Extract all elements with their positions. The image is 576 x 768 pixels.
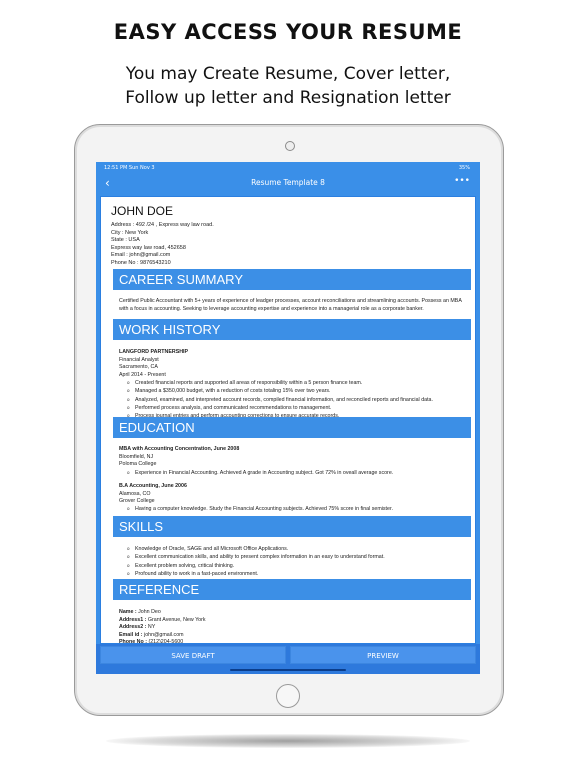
career-summary-text: Certified Public Accountant with 5+ years of experience of leadger processes, account reconciliations and streamlining accounts. Possess an MBA with a focus in accounting. Seeking to leverage accounting expertise and experience into a managerial role as a corporate banker. <box>119 298 462 312</box>
list-item: o Excellent communication skills, and ability to present complex information in an easy to understand format. <box>127 553 467 561</box>
promo-headline: EASY ACCESS YOUR RESUME <box>113 20 463 44</box>
reference-value: John Deo <box>136 609 161 615</box>
battery-indicator: 35% <box>458 165 470 171</box>
section-work-history: WORK HISTORY <box>113 319 471 340</box>
work-entry <box>119 349 463 379</box>
school-place: Alamosa, CO <box>119 490 151 497</box>
reference-value: (212)204-5600 <box>146 639 184 644</box>
reference-value: Grant Avenue, New York <box>146 616 206 623</box>
device-shadow <box>106 734 470 748</box>
work-bullets <box>127 379 467 420</box>
reference-label: Email id : <box>119 631 143 638</box>
contact-info <box>111 222 214 268</box>
job-location: Sacramento, CA <box>119 364 158 370</box>
save-draft-button[interactable]: SAVE DRAFT <box>100 646 286 664</box>
job-dates: April 2014 - Present <box>119 371 166 378</box>
section-career-summary: CAREER SUMMARY <box>113 269 471 290</box>
reference-row <box>119 632 205 640</box>
status-bar <box>96 162 480 174</box>
degree-title: B.A Accounting, June 2006 <box>119 483 187 489</box>
reference-label: Address2 : <box>119 624 147 630</box>
skills-bullets <box>127 545 467 578</box>
reference-label: Address1 : <box>119 616 147 623</box>
section-skills: SKILLS <box>113 516 471 537</box>
list-item: o Created financial reports and supported all areas of responsibility within a 5 person finance team. <box>127 379 467 387</box>
more-options-icon[interactable]: ••• <box>454 176 470 186</box>
resume-name: JOHN DOE <box>111 204 174 218</box>
nav-bar <box>96 174 480 194</box>
company-name: LANGFORD PARTNERSHIP <box>119 349 189 355</box>
school-name: Poloma College <box>119 461 157 467</box>
education-entry-2 <box>119 483 463 506</box>
list-item: o Experience in Financial Accounting. Achieved A grade in Accounting subject. Got 72% in oveall average score. <box>127 469 467 477</box>
bottom-action-bar <box>96 644 480 674</box>
info-line: Express way law road, 452658 <box>111 244 186 251</box>
list-item: o Managed a $350,000 budget, with a reduction of costs totaling 15% over two years. <box>127 387 467 395</box>
info-line: Phone No : 9876543210 <box>111 259 171 266</box>
home-indicator <box>230 669 346 671</box>
education-bullets-1 <box>127 469 467 477</box>
preview-button[interactable]: PREVIEW <box>290 646 476 664</box>
list-item: o Performed process analysis, and communicated recommendations to management. <box>127 404 467 412</box>
reference-row <box>119 609 205 617</box>
reference-value: NY <box>146 624 156 630</box>
info-line: Email : john@gmail.com <box>111 252 171 259</box>
list-item: o Analyzed, examined, and interpreted account records, compiled financial information, and reconciled reports and financial data. <box>127 396 467 404</box>
reference-label: Phone No : <box>119 639 147 644</box>
section-reference: REFERENCE <box>113 579 471 600</box>
list-item: o Knowledge of Oracle, SAGE and all Microsoft Office Applications. <box>127 545 467 553</box>
degree-title: MBA with Accounting Concentration, June 2008 <box>119 446 240 452</box>
resume-document <box>100 196 476 644</box>
reference-label: Name : <box>119 609 137 615</box>
reference-row <box>119 617 205 625</box>
back-chevron-icon[interactable]: ‹ <box>105 176 110 190</box>
nav-title: Resume Template 8 <box>251 178 325 187</box>
list-item: o Profound ability to work in a fast-paced environment. <box>127 570 467 578</box>
promo-subtitle-line-1: You may Create Resume, Cover letter, <box>125 64 451 84</box>
app-screen <box>96 162 480 674</box>
job-role: Financial Analyst <box>119 356 159 363</box>
promo-subtitle-line-2: Follow up letter and Resignation letter <box>125 88 451 108</box>
status-time: 12:51 PM Sun Nov 3 <box>104 165 155 171</box>
list-item: o Having a computer knowledge. Study the Financial Accounting subjects. Achieved 75% score in final semister. <box>127 505 467 513</box>
info-line: City : New York <box>111 229 149 236</box>
info-line: Address : 492 /24 , Express way law road. <box>111 222 214 228</box>
camera-dot <box>285 141 295 151</box>
reference-row <box>119 624 205 632</box>
reference-details <box>119 609 205 644</box>
home-button[interactable] <box>276 684 300 708</box>
info-line: State : USA <box>111 237 140 244</box>
list-item: o Excellent problem solving, critical thinking. <box>127 562 467 570</box>
school-name: Grover College <box>119 498 155 504</box>
reference-value: john@gmail.com <box>142 631 184 638</box>
section-education: EDUCATION <box>113 417 471 438</box>
education-entry-1 <box>119 446 463 469</box>
school-place: Bloomfield, NJ <box>119 453 154 460</box>
education-bullets-2 <box>127 505 467 513</box>
